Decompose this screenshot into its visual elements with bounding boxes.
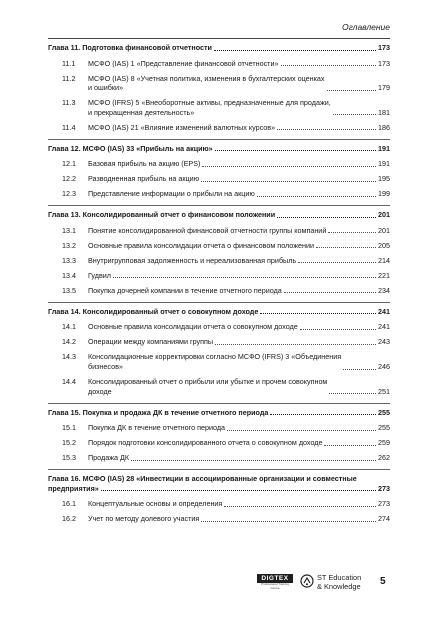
section-number: 15.2	[62, 438, 76, 448]
section-page-number: 262	[378, 453, 390, 463]
section-title-line: Учет по методу долевого участия	[88, 514, 200, 524]
chapter-title[interactable]: Глава 16. МСФО (IAS) 28 «Инвестиции в ассоциированные организации и совместные	[48, 474, 357, 484]
chapter-entry[interactable]	[48, 484, 390, 494]
chapter-title: Глава 13. Консолидированный отчет о финансовом положении	[48, 210, 276, 220]
section-title-line: МСФО (IAS) 1 «Представление финансовой отчетности»	[88, 58, 279, 68]
section-number: 12.2	[62, 174, 76, 184]
section-title	[88, 438, 322, 448]
chapter-page-number: 273	[378, 483, 390, 493]
section-number: 12.3	[62, 189, 76, 199]
section-number: 14.2	[62, 337, 76, 347]
section-body	[88, 74, 390, 93]
section-page-number: 179	[378, 83, 390, 93]
section-title	[88, 514, 199, 524]
dot-leader	[333, 114, 376, 115]
st-education-mark-icon	[300, 574, 314, 588]
section-number: 11.4	[62, 122, 76, 132]
toc-section-entry[interactable]	[48, 499, 390, 509]
toc-section-entry[interactable]	[48, 98, 390, 117]
dot-leader	[224, 506, 376, 507]
dot-leader	[270, 414, 376, 415]
section-number: 13.2	[62, 240, 76, 250]
chapter-title: Глава 14. Консолидированный отчет о совокупном доходе	[48, 306, 259, 316]
st-education-logo	[300, 572, 370, 594]
section-title	[88, 174, 199, 184]
section-title-line: Консолидированный отчет о прибыли или убытке и прочем совокупном	[88, 376, 328, 386]
section-body	[88, 271, 390, 281]
st-education-line1: ST Education	[317, 573, 362, 582]
section-title-line: Покупка ДК в течение отчетного периода	[88, 423, 226, 433]
section-page-number: 243	[378, 337, 390, 347]
section-body	[88, 499, 390, 509]
section-page-number: 234	[378, 285, 390, 295]
section-page-number: 195	[378, 174, 390, 184]
dot-leader	[327, 90, 377, 91]
section-page-number: 273	[378, 499, 390, 509]
chapter-title: Глава 12. МСФО (IAS) 33 «Прибыль на акцию»	[48, 143, 213, 153]
chapter-entry[interactable]	[48, 307, 390, 317]
section-body	[88, 159, 390, 169]
section-body	[88, 98, 390, 117]
dot-leader	[201, 521, 376, 522]
dot-leader	[215, 150, 376, 151]
section-page-number: 221	[378, 270, 390, 280]
toc-chapter	[48, 403, 390, 470]
section-page-number: 186	[378, 122, 390, 132]
section-title	[88, 256, 296, 266]
dot-leader	[343, 369, 376, 370]
section-number: 11.3	[62, 98, 76, 108]
section-page-number: 246	[378, 361, 390, 371]
dot-leader	[101, 490, 376, 491]
dot-leader	[277, 129, 376, 130]
dot-leader	[227, 430, 376, 431]
section-number: 12.1	[62, 159, 76, 169]
section-body	[88, 423, 390, 433]
chapter-page-number: 255	[378, 407, 390, 417]
toc-section-entry[interactable]	[48, 286, 390, 296]
section-title-line: и ошибки»	[88, 83, 124, 93]
section-number: 13.5	[62, 285, 76, 295]
toc-section-entry[interactable]	[48, 322, 390, 332]
dot-leader	[284, 292, 376, 293]
digtex-logo-tagline: Professional Training Centre	[260, 582, 289, 590]
section-body	[88, 337, 390, 347]
toc-section-entry[interactable]	[48, 438, 390, 448]
chapter-page-number: 191	[378, 143, 390, 153]
section-title-line: Концептуальные основы и определения	[88, 499, 223, 509]
dot-leader	[316, 247, 376, 248]
toc-chapter	[48, 302, 390, 403]
toc-section-entry[interactable]	[48, 226, 390, 236]
toc-section-entry[interactable]	[48, 74, 390, 93]
section-body	[88, 241, 390, 251]
section-number: 13.3	[62, 255, 76, 265]
toc-section-entry[interactable]	[48, 256, 390, 266]
section-title	[88, 98, 331, 117]
section-body	[88, 174, 390, 184]
section-title	[88, 286, 282, 296]
toc-section-entry[interactable]	[48, 59, 390, 69]
section-title-line: Основные правила консолидации отчета о совокупном доходе	[88, 322, 298, 332]
toc-section-entry[interactable]	[48, 337, 390, 347]
section-page-number: 201	[378, 225, 390, 235]
section-title	[88, 123, 275, 133]
section-title-line: Продажа ДК	[88, 453, 130, 463]
page-number: 5	[380, 576, 386, 587]
section-page-number: 214	[378, 255, 390, 265]
section-number: 16.2	[62, 514, 76, 524]
dot-leader	[260, 313, 376, 314]
toc-section-entry[interactable]	[48, 423, 390, 433]
section-body	[88, 286, 390, 296]
digtex-logo-wordmark: DIGTEX	[257, 574, 293, 583]
dot-leader	[215, 344, 376, 345]
section-title-line: Основные правила консолидации отчета о финансовом положении	[88, 240, 315, 250]
section-number: 15.3	[62, 453, 76, 463]
section-title	[88, 322, 298, 332]
section-title-line: Внутригрупповая задолженность и нереализованная прибыль	[88, 255, 297, 265]
section-title-line: Разводненная прибыль на акцию	[88, 174, 200, 184]
toc-section-entry[interactable]	[48, 123, 390, 133]
toc-chapter	[48, 205, 390, 302]
section-title-line: МСФО (IAS) 21 «Влияние изменений валютных курсов»	[88, 122, 276, 132]
section-number: 14.4	[62, 376, 76, 386]
chapter-title: Глава 15. Покупка и продажа ДК в течение отчетного периода	[48, 407, 269, 417]
dot-leader	[113, 277, 376, 278]
section-title-line: Гудвил	[88, 270, 111, 280]
st-education-line2: & Knowledge	[317, 582, 361, 591]
section-number: 13.1	[62, 225, 76, 235]
chapter-entry[interactable]	[48, 408, 390, 418]
dot-leader	[257, 196, 376, 197]
section-title	[88, 271, 111, 281]
toc-section-entry[interactable]	[48, 377, 390, 396]
section-page-number: 255	[378, 423, 390, 433]
dot-leader	[281, 65, 377, 66]
section-title	[88, 74, 325, 93]
chapter-entry[interactable]	[48, 144, 390, 154]
section-title	[88, 377, 327, 396]
section-number: 14.3	[62, 352, 76, 362]
section-body	[88, 352, 390, 371]
dot-leader	[324, 445, 376, 446]
section-title	[88, 423, 225, 433]
section-body	[88, 453, 390, 463]
table-of-contents	[48, 38, 390, 530]
section-page-number: 259	[378, 438, 390, 448]
section-title	[88, 241, 314, 251]
section-title	[88, 189, 255, 199]
section-title	[88, 59, 279, 69]
section-title-line: Порядок подготовки консолидированного отчета о совокупном доходе	[88, 438, 323, 448]
section-page-number: 199	[378, 189, 390, 199]
section-page-number: 274	[378, 514, 390, 524]
dot-leader	[328, 232, 376, 233]
chapter-page-number: 201	[378, 210, 390, 220]
section-page-number: 241	[378, 322, 390, 332]
section-body	[88, 189, 390, 199]
section-title	[88, 453, 129, 463]
toc-section-entry[interactable]	[48, 271, 390, 281]
section-title	[88, 226, 326, 236]
section-title-line: Покупка дочерней компании в течение отчетного периода	[88, 285, 282, 295]
section-page-number: 181	[378, 107, 390, 117]
section-title-line: Операции между компаниями группы	[88, 337, 214, 347]
section-body	[88, 514, 390, 524]
toc-chapter	[48, 469, 390, 530]
page-footer	[0, 568, 440, 598]
section-title-line: МСФО (IFRS) 5 «Внеоборотные активы, предназначенные для продажи,	[88, 98, 331, 108]
section-number: 15.1	[62, 423, 76, 433]
toc-chapter	[48, 139, 390, 206]
section-number: 13.4	[62, 270, 76, 280]
dot-leader	[214, 50, 376, 51]
dot-leader	[201, 181, 376, 182]
dot-leader	[329, 393, 376, 394]
section-body	[88, 226, 390, 236]
section-number: 16.1	[62, 499, 76, 509]
section-page-number: 173	[378, 58, 390, 68]
toc-section-entry[interactable]	[48, 514, 390, 524]
section-title	[88, 499, 222, 509]
section-page-number: 251	[378, 386, 390, 396]
dot-leader	[300, 329, 376, 330]
toc-section-entry[interactable]	[48, 453, 390, 463]
section-page-number: 191	[378, 159, 390, 169]
chapter-page-number: 173	[378, 43, 390, 52]
dot-leader	[202, 166, 376, 167]
section-title-line: МСФО (IAS) 8 «Учетная политика, изменения в бухгалтерских оценках	[88, 73, 325, 83]
section-number: 11.2	[62, 73, 76, 83]
running-header: Оглавление	[341, 22, 390, 32]
toc-chapter	[48, 38, 390, 139]
section-title-line: и прекращенная деятельность»	[88, 107, 195, 117]
section-title	[88, 337, 213, 347]
chapter-title: Глава 11. Подготовка финансовой отчетности	[48, 43, 212, 52]
section-body	[88, 123, 390, 133]
chapter-page-number: 241	[378, 306, 390, 316]
section-title-line: Консолидационные корректировки согласно МСФО (IFRS) 3 «Объединения	[88, 352, 342, 362]
digtex-logo	[257, 574, 293, 592]
dot-leader	[298, 262, 376, 263]
section-title	[88, 352, 341, 371]
section-page-number: 205	[378, 240, 390, 250]
toc-section-entry[interactable]	[48, 159, 390, 169]
toc-section-entry[interactable]	[48, 241, 390, 251]
section-title-line: доходе	[88, 386, 112, 396]
section-number: 14.1	[62, 322, 76, 332]
dot-leader	[131, 460, 376, 461]
section-title	[88, 159, 200, 169]
chapter-title-continuation: предприятия»	[48, 483, 99, 493]
section-title-line: Представление информации о прибыли на акцию	[88, 189, 255, 199]
toc-section-entry[interactable]	[48, 352, 390, 371]
toc-section-entry[interactable]	[48, 174, 390, 184]
chapter-entry[interactable]	[48, 43, 390, 53]
section-body	[88, 377, 390, 396]
section-body	[88, 438, 390, 448]
section-number: 11.1	[62, 58, 76, 68]
section-body	[88, 256, 390, 266]
dot-leader	[277, 217, 376, 218]
section-title-line: Базовая прибыль на акцию (EPS)	[88, 159, 201, 169]
toc-section-entry[interactable]	[48, 189, 390, 199]
section-title-line: Понятие консолидированной финансовой отчетности группы компаний	[88, 225, 327, 235]
section-body	[88, 322, 390, 332]
section-body	[88, 59, 390, 69]
chapter-entry[interactable]	[48, 210, 390, 220]
section-title-line: бизнесов»	[88, 361, 123, 371]
